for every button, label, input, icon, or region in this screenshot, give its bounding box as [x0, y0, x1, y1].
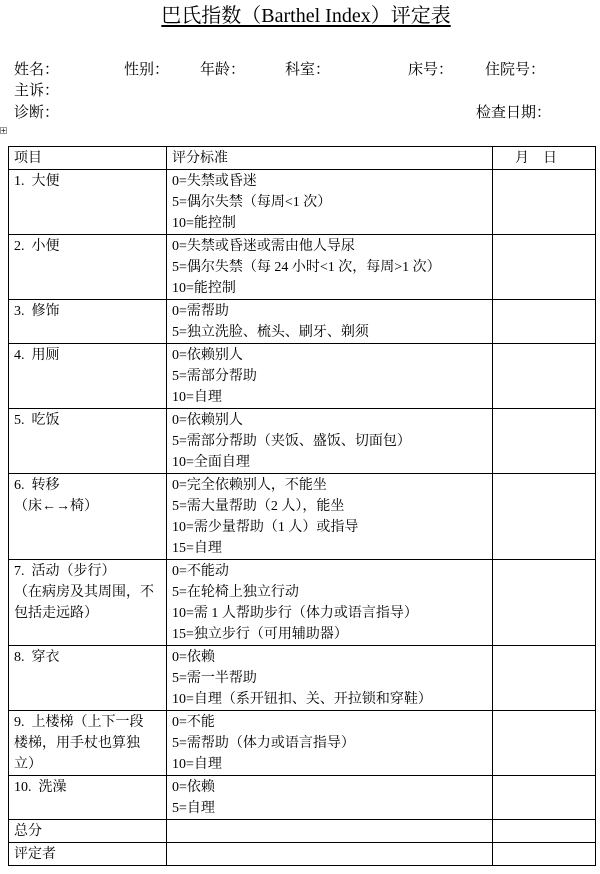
- title-text: 巴氏指数（Barthel Index）评定表: [161, 5, 451, 27]
- assessor-criteria-cell: [167, 843, 493, 866]
- criteria-line: 0=失禁或昏迷或需由他人导尿: [172, 239, 355, 254]
- table-row: [9, 776, 596, 820]
- date-cell: [493, 170, 596, 235]
- item-label: 立）: [14, 757, 42, 772]
- barthel-table: [8, 146, 596, 866]
- criteria-line: 0=失禁或昏迷: [172, 174, 257, 189]
- criteria-line: 15=自理: [172, 541, 222, 556]
- assessor-row: [9, 843, 596, 866]
- item-cell: [9, 560, 167, 646]
- criteria-line: 5=偶尔失禁（每周<1 次）: [172, 195, 332, 210]
- criteria-line: 5=需部分帮助（夹饭、盛饭、切面包）: [172, 434, 411, 449]
- item-label: 10. 洗澡: [14, 780, 67, 795]
- item-label: 3. 修饰: [14, 304, 60, 319]
- header-item-label: 项目: [14, 151, 42, 166]
- total-label: 总分: [14, 824, 42, 839]
- bed-number-label: 床号：: [408, 62, 454, 78]
- criteria-line: 0=依赖: [172, 780, 215, 795]
- criteria-line: 5=自理: [172, 801, 215, 816]
- criteria-cell: [167, 300, 493, 344]
- table-row: [9, 711, 596, 776]
- date-cell: [493, 820, 596, 843]
- criteria-line: 10=需 1 人帮助步行（体力或语言指导）: [172, 606, 418, 621]
- criteria-line: 10=需少量帮助（1 人）或指导: [172, 520, 359, 535]
- table-row: [9, 409, 596, 474]
- exam-date-label: 检查日期：: [476, 105, 552, 121]
- item-label: （在病房及其周围，不: [14, 585, 154, 600]
- date-cell: [493, 646, 596, 711]
- table-row: [9, 474, 596, 560]
- item-label: （床←→椅）: [14, 499, 98, 514]
- item-cell: [9, 711, 167, 776]
- criteria-line: 0=依赖别人: [172, 348, 243, 363]
- criteria-line: 10=能控制: [172, 216, 236, 231]
- date-cell: [493, 474, 596, 560]
- header-criteria-label: 评分标准: [172, 151, 228, 166]
- item-label: 2. 小便: [14, 239, 60, 254]
- item-label: 1. 大便: [14, 174, 60, 189]
- department-label: 科室：: [285, 62, 331, 78]
- table-row: [9, 300, 596, 344]
- date-cell: [493, 235, 596, 300]
- criteria-cell: [167, 170, 493, 235]
- date-cell: [493, 776, 596, 820]
- criteria-line: 0=依赖: [172, 650, 215, 665]
- item-label: 8. 穿衣: [14, 650, 60, 665]
- assessor-label: 评定者: [14, 847, 56, 862]
- criteria-cell: [167, 409, 493, 474]
- criteria-line: 0=依赖别人: [172, 413, 243, 428]
- criteria-line: 0=需帮助: [172, 304, 229, 319]
- criteria-line: 5=需大量帮助（2 人），能坐: [172, 499, 345, 514]
- table-row: [9, 170, 596, 235]
- date-cell: [493, 711, 596, 776]
- item-cell: [9, 235, 167, 300]
- item-cell: [9, 170, 167, 235]
- criteria-line: 5=需帮助（体力或语言指导）: [172, 736, 355, 751]
- criteria-line: 0=不能动: [172, 564, 229, 579]
- item-cell: [9, 776, 167, 820]
- date-cell: [493, 344, 596, 409]
- total-row: [9, 820, 596, 843]
- criteria-line: 10=自理: [172, 757, 222, 772]
- criteria-line: 5=偶尔失禁（每 24 小时<1 次，每周>1 次）: [172, 260, 441, 275]
- table-row: [9, 646, 596, 711]
- gender-label: 性别：: [124, 62, 170, 78]
- date-cell: [493, 300, 596, 344]
- chief-complaint-label: 主诉：: [14, 83, 60, 99]
- criteria-line: 5=需部分帮助: [172, 369, 257, 384]
- criteria-line: 10=全面自理: [172, 455, 250, 470]
- criteria-cell: [167, 711, 493, 776]
- page-title: [6, 3, 600, 29]
- total-label-cell: [9, 820, 167, 843]
- item-label: 4. 用厕: [14, 348, 60, 363]
- assessor-label-cell: [9, 843, 167, 866]
- date-cell: [493, 560, 596, 646]
- item-label: 9. 上楼梯（上下一段: [14, 715, 144, 730]
- header-date-label: 月 日: [515, 151, 557, 166]
- criteria-line: 10=自理（系开钮扣、关、开拉锁和穿鞋）: [172, 692, 432, 707]
- item-label: 5. 吃饭: [14, 413, 60, 428]
- date-cell: [493, 409, 596, 474]
- item-label: 包括走远路）: [14, 606, 98, 621]
- criteria-line: 0=完全依赖别人，不能坐: [172, 478, 327, 493]
- criteria-cell: [167, 235, 493, 300]
- total-criteria-cell: [167, 820, 493, 843]
- name-label: 姓名：: [14, 62, 60, 78]
- item-cell: [9, 300, 167, 344]
- criteria-cell: [167, 776, 493, 820]
- criteria-cell: [167, 560, 493, 646]
- table-row: [9, 344, 596, 409]
- item-label: 7. 活动（步行）: [14, 564, 116, 579]
- header-criteria: [167, 147, 493, 170]
- criteria-line: 10=能控制: [172, 281, 236, 296]
- item-label: 楼梯，用手杖也算独: [14, 736, 140, 751]
- criteria-line: 5=在轮椅上独立行动: [172, 585, 299, 600]
- header-item: [9, 147, 167, 170]
- item-cell: [9, 409, 167, 474]
- diagnosis-label: 诊断：: [14, 105, 60, 121]
- age-label: 年龄：: [200, 62, 246, 78]
- item-label: 6. 转移: [14, 478, 60, 493]
- item-cell: [9, 344, 167, 409]
- admission-number-label: 住院号：: [485, 62, 546, 78]
- criteria-line: 15=独立步行（可用辅助器）: [172, 627, 348, 642]
- table-move-handle-icon[interactable]: [0, 127, 7, 134]
- item-cell: [9, 474, 167, 560]
- criteria-line: 0=不能: [172, 715, 215, 730]
- criteria-line: 10=自理: [172, 390, 222, 405]
- criteria-cell: [167, 474, 493, 560]
- criteria-line: 5=独立洗脸、梳头、刷牙、剃须: [172, 325, 369, 340]
- criteria-cell: [167, 344, 493, 409]
- date-cell: [493, 843, 596, 866]
- criteria-cell: [167, 646, 493, 711]
- header-date: [493, 147, 596, 170]
- item-cell: [9, 646, 167, 711]
- table-row: [9, 560, 596, 646]
- criteria-line: 5=需一半帮助: [172, 671, 257, 686]
- table-row: [9, 235, 596, 300]
- table-header-row: [9, 147, 596, 170]
